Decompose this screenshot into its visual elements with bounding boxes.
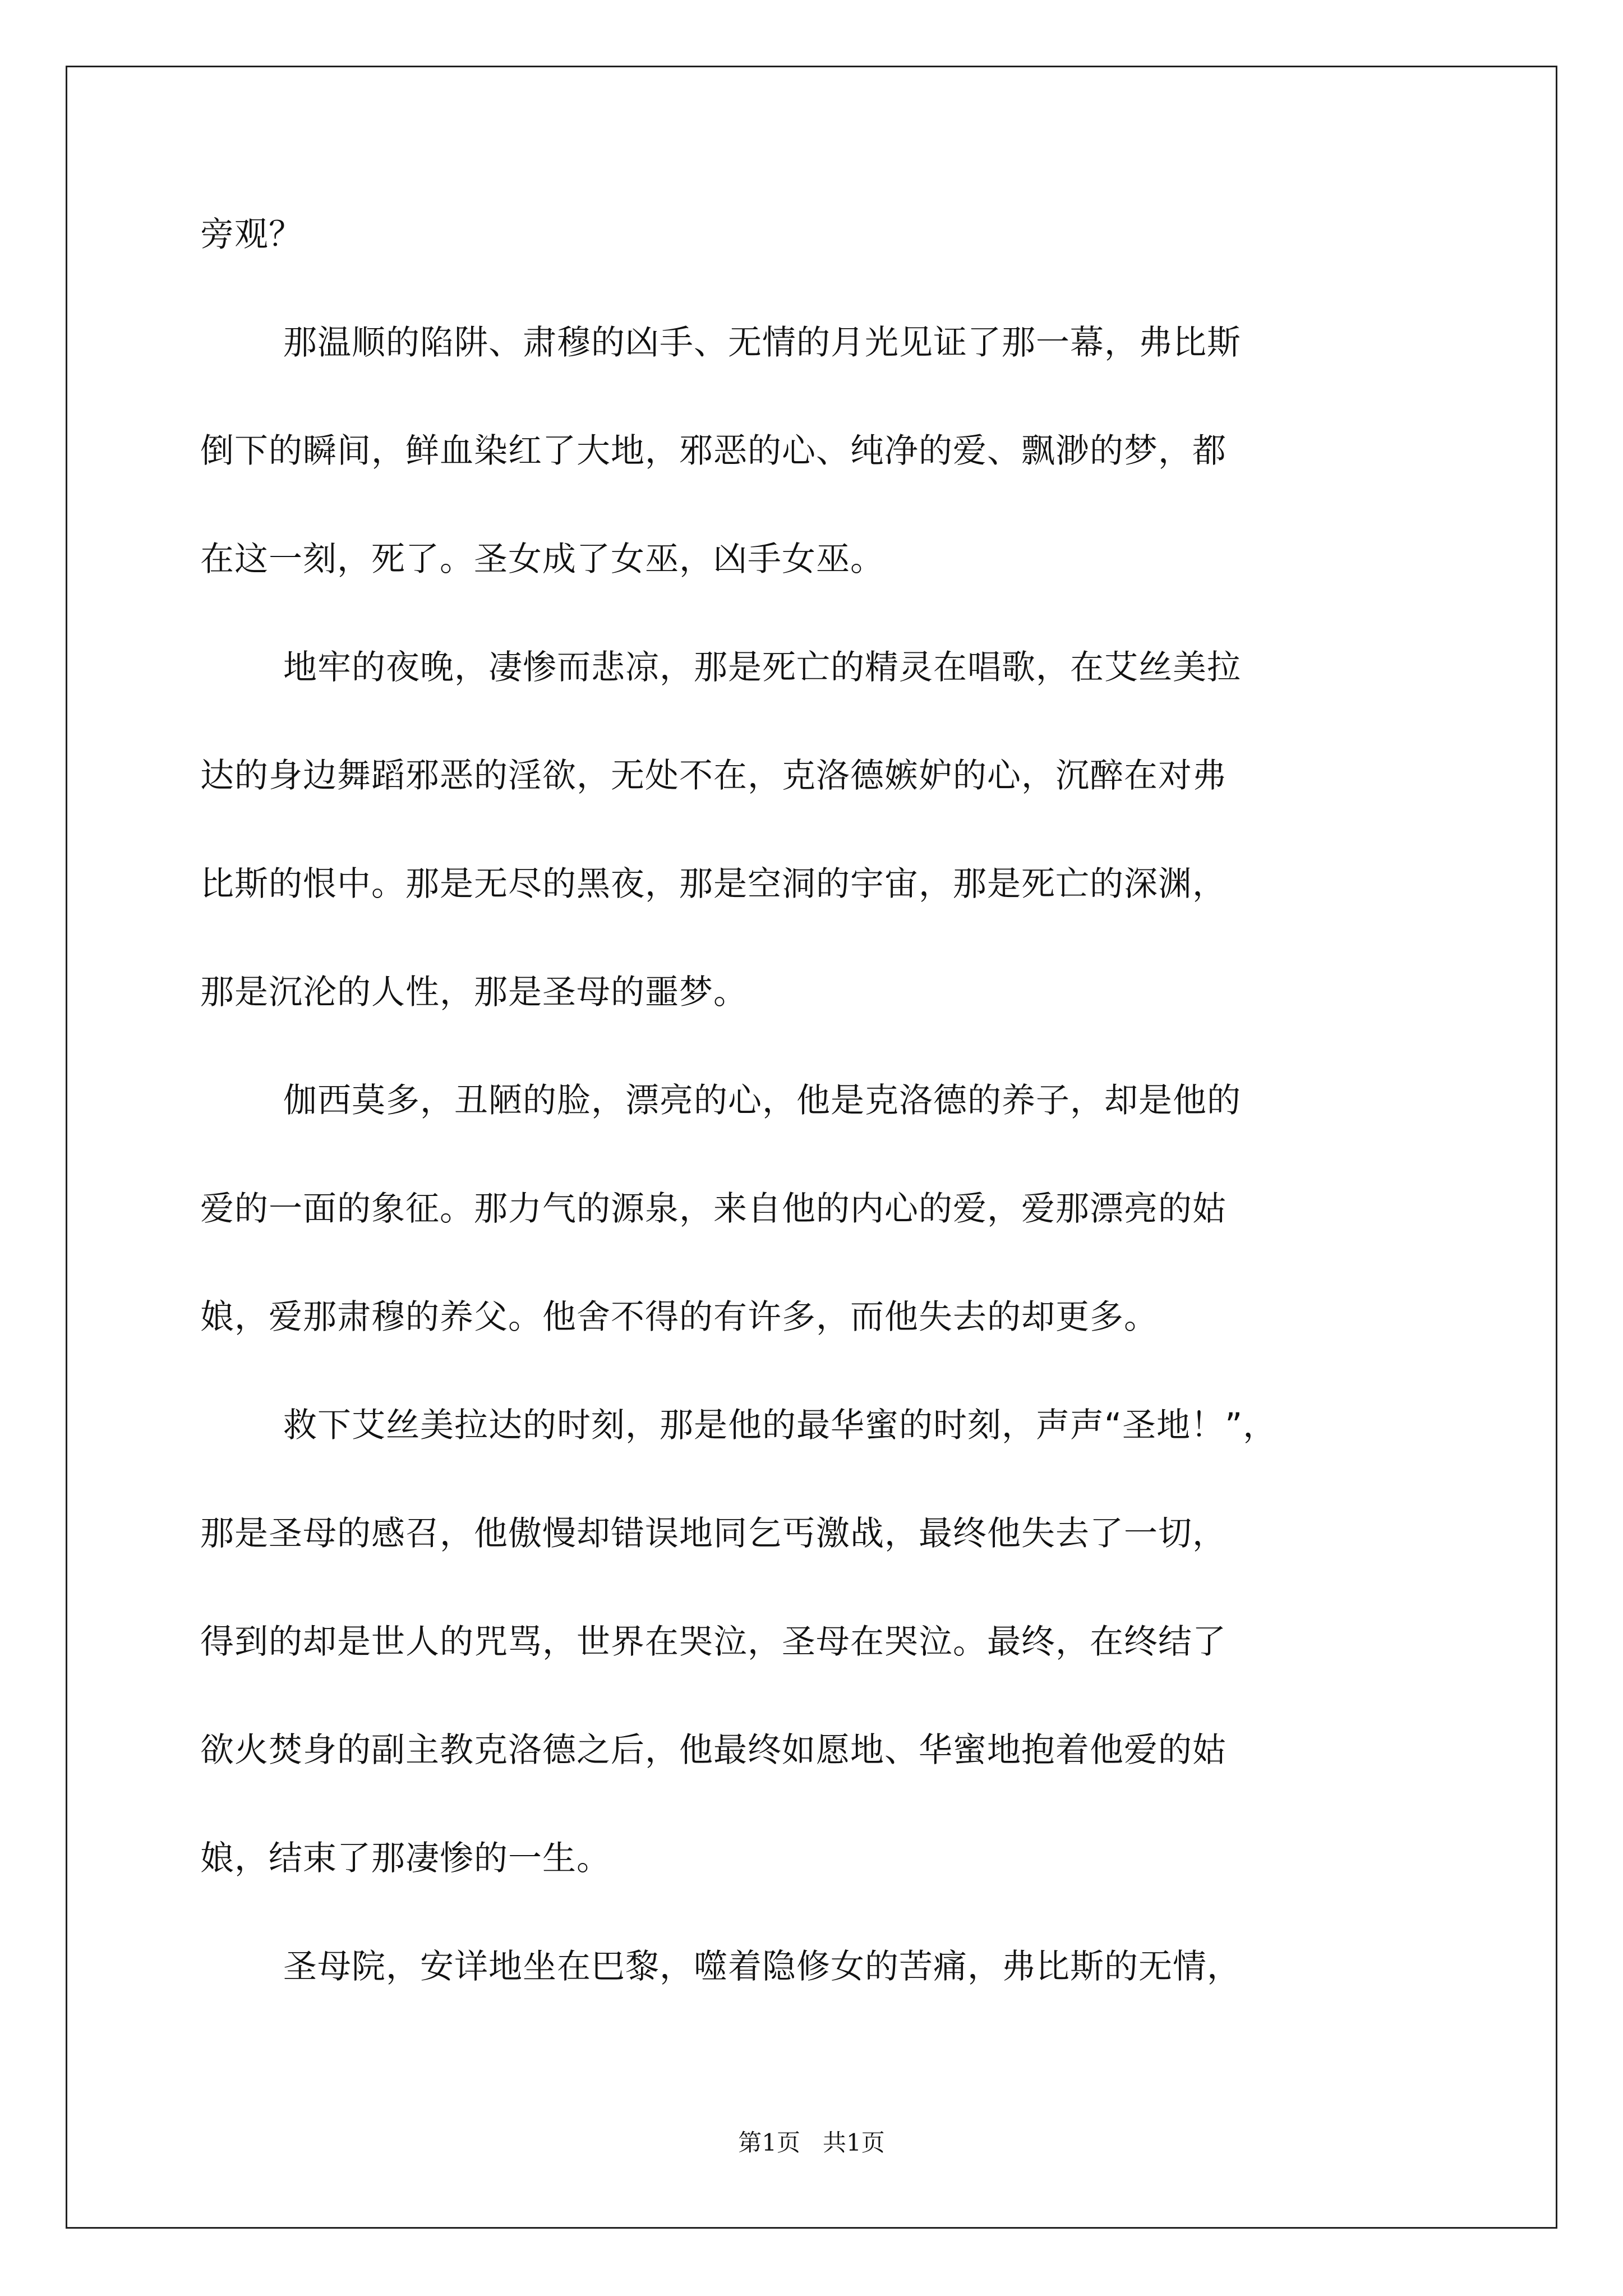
text-line: 那是沉沦的人性，那是圣母的噩梦。 bbox=[200, 973, 748, 1012]
text-line: 地牢的夜晚，凄惨而悲凉，那是死亡的精灵在唱歌，在艾丝美拉 bbox=[283, 648, 1241, 687]
document-body bbox=[200, 208, 1434, 1994]
text-line: 比斯的恨中。那是无尽的黑夜，那是空洞的宇宙，那是死亡的深渊， bbox=[200, 864, 1227, 904]
text-line: 娘，结束了那凄惨的一生。 bbox=[200, 1839, 611, 1878]
text-line: 那是圣母的感召，他傲慢却错误地同乞丐激战，最终他失去了一切， bbox=[200, 1514, 1227, 1553]
text-line: 旁观？ bbox=[200, 215, 303, 254]
text-line: 在这一刻，死了。圣女成了女巫，凶手女巫。 bbox=[200, 540, 884, 579]
text-line: 得到的却是世人的咒骂，世界在哭泣，圣母在哭泣。最终，在终结了 bbox=[200, 1622, 1227, 1662]
text-line: 欲火焚身的副主教克洛德之后，他最终如愿地、华蜜地抱着他爱的姑 bbox=[200, 1731, 1227, 1770]
text-line: 倒下的瞬间，鲜血染红了大地，邪恶的心、纯净的爱、飘渺的梦，都 bbox=[200, 431, 1227, 471]
text-line: 那温顺的陷阱、肃穆的凶手、无情的月光见证了那一幕，弗比斯 bbox=[283, 323, 1241, 362]
text-line: 救下艾丝美拉达的时刻，那是他的最华蜜的时刻，声声“圣地！”， bbox=[283, 1406, 1278, 1445]
text-line: 达的身边舞蹈邪恶的淫欲，无处不在，克洛德嫉妒的心，沉醉在对弗 bbox=[200, 756, 1227, 795]
text-line: 爱的一面的象征。那力气的源泉，来自他的内心的爱，爱那漂亮的姑 bbox=[200, 1189, 1227, 1228]
text-line: 娘，爱那肃穆的养父。他舍不得的有许多，而他失去的却更多。 bbox=[200, 1297, 1158, 1337]
text-line: 圣母院，安详地坐在巴黎，噬着隐修女的苦痛，弗比斯的无情， bbox=[283, 1947, 1241, 1986]
page-total: 共1页 bbox=[823, 2129, 885, 2156]
page-footer bbox=[0, 2126, 1623, 2160]
page-number: 第1页 bbox=[738, 2129, 800, 2156]
text-line: 伽西莫多，丑陋的脸，漂亮的心，他是克洛德的养子，却是他的 bbox=[283, 1081, 1241, 1120]
